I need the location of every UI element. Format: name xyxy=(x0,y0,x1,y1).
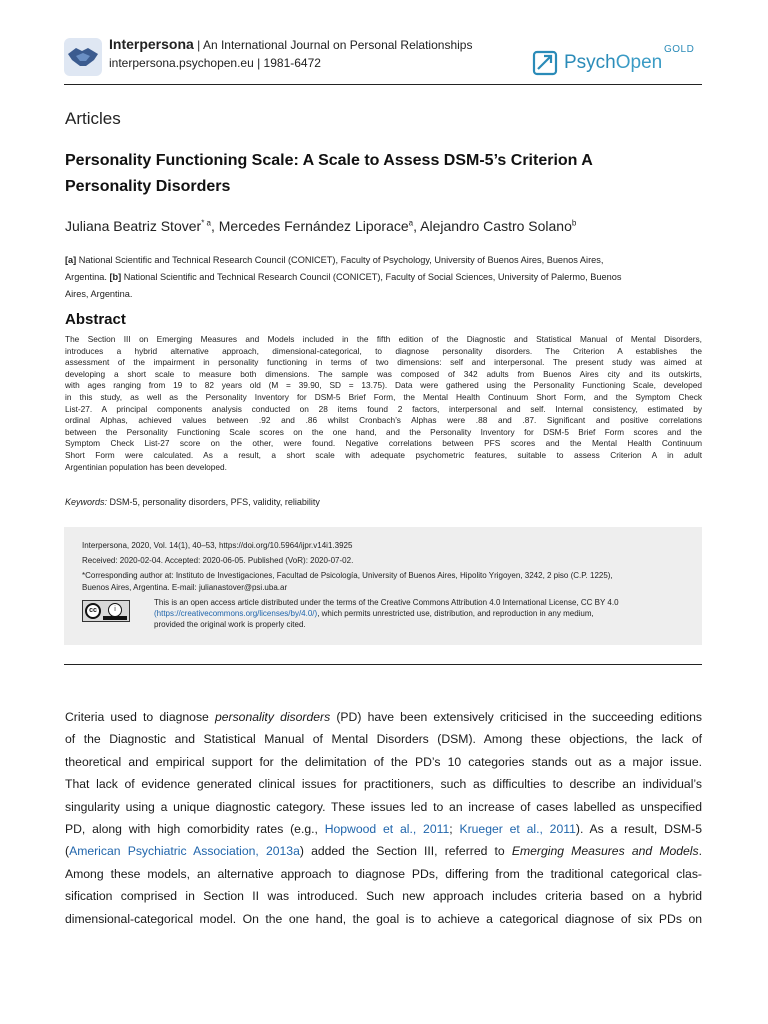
license-line-2: (https://creativecommons.org/licenses/by/4.0/), which permits unrestricted use, distribution, and reproduction in any medium, xyxy=(154,609,594,618)
corresponding-author-line-2[interactable]: Buenos Aires, Argentina. E-mail: julianastover@psi.uba.ar xyxy=(82,583,288,592)
corresponding-author-line-1: *Corresponding author at: Instituto de Investigaciones, Facultad de Psicología, University of Buenos Aires, Hipolito Yrigoyen, 3242, 2 piso (C.P. 1225), xyxy=(82,571,613,580)
article-body xyxy=(65,706,702,930)
abstract-body xyxy=(65,334,702,473)
body-line: of the Diagnostic and Statistical Manual of Mental Disorders (DSM). Among these objections, the lack of xyxy=(65,732,702,747)
abstract-line: introduces a hybrid alternative approach, dimensional-categorical, to diagnose personality disorders. The Criterion A establishes the xyxy=(65,345,702,356)
author-1: Juliana Beatriz Stover xyxy=(65,218,202,234)
body-line: PD, along with high comorbidity rates (e.g., Hopwood et al., 2011; Krueger et al., 2011). As a result, DSM-5 xyxy=(65,822,703,837)
citation-link[interactable]: Krueger et al., 2011 xyxy=(459,822,576,837)
journal-subtitle: An International Journal on Personal Relationships xyxy=(202,38,473,52)
gold-label: GOLD xyxy=(664,44,695,55)
body-line: Among these models, an alternative approach to diagnose PDs, differing from the traditional categorical clas- xyxy=(65,866,702,881)
attribution-icon: i xyxy=(108,603,122,617)
psychopen-icon xyxy=(532,50,558,76)
license-text xyxy=(154,597,684,630)
body-line: dimensional-categorical model. On the one hand, the goal is to achieve a categorical diagnose of six PDs on xyxy=(65,911,702,926)
affil-b-text: National Scientific and Technical Research Council (CONICET), Faculty of Social Sciences, University of Palermo, Buenos xyxy=(121,272,622,282)
abstract-line: with ages ranging from 19 to 82 years old (M = 39.90, SD = 13.75). Data were gathered using the Personality Functioning Scale, developed xyxy=(65,380,702,391)
affil-b-text-2: Aires, Argentina. xyxy=(65,289,133,299)
affil-a-text: National Scientific and Technical Research Council (CONICET), Faculty of Psychology, University of Buenos Aires, Buenos Aires, xyxy=(76,255,604,265)
author-1-affil: * a xyxy=(201,218,211,228)
article-info-box xyxy=(64,527,702,645)
abstract-line: Argentinian population has been developed. xyxy=(65,461,227,472)
psychopen-wordmark: PsychOpen xyxy=(564,52,663,73)
abstract-line: List-27. A principal components analysis conducted on 28 items found 2 factors, interpersonal and self. Internal consistency, estimated by xyxy=(65,403,702,414)
keywords-label: Keywords: xyxy=(65,497,108,507)
keywords-text: DSM-5, personality disorders, PFS, validity, reliability xyxy=(107,497,320,507)
dates-line: Received: 2020-02-04. Accepted: 2020-06-05. Published (VoR): 2020-07-02. xyxy=(82,556,354,565)
title-line-2: Personality Disorders xyxy=(65,178,231,195)
license-line-1: This is an open access article distributed under the terms of the Creative Commons Attribution 4.0 International License, CC BY 4.0 xyxy=(154,598,619,607)
by-strip xyxy=(103,616,127,620)
author-sep: , xyxy=(210,218,219,234)
keywords xyxy=(65,497,320,507)
section-label: Articles xyxy=(65,109,121,128)
abstract-line: assessment of the impairment in personality functioning in terms of two dimensions: self and interpersonal. The present study was aimed at xyxy=(65,357,702,368)
author-list xyxy=(65,218,576,234)
handshake-logo-icon xyxy=(64,38,102,76)
body-line: (American Psychiatric Association, 2013a) added the Section III, referred to Emerging Measures and Models. xyxy=(65,844,703,859)
abstract-line: Short Form were calculated. As a result, a short scale with adequate psychometric features, suitable to assess Criterion A in adult xyxy=(65,449,702,460)
header-divider xyxy=(64,84,702,85)
body-line: singularity using a unique diagnostic category. These issues led to an increase of cases labelled as unspecified xyxy=(65,799,702,814)
affiliations xyxy=(65,252,701,303)
cc-by-license-badge-icon[interactable] xyxy=(82,600,130,622)
body-line: Criteria used to diagnose personality disorders (PD) have been extensively criticised in the succeeding editions xyxy=(65,710,702,724)
abstract-line: ordinal Alphas, achieved values between .92 and .86 whilst Cronbach’s Alphas were .88 and .87. Significant and positive correlations xyxy=(65,415,702,426)
journal-header xyxy=(64,36,704,82)
journal-info xyxy=(109,36,472,70)
abstract-line: The Section III on Emerging Measures and Models included in the fifth edition of the Diagnostic and Statistical Manual of Mental Disorders, xyxy=(65,334,702,344)
author-2-affil: a xyxy=(408,218,414,228)
author-sep: , xyxy=(413,218,421,234)
abstract-line: developing a short scale to measure both dimensions. The sample was composed of 342 adults from Buenos Aires city and its outskirts, xyxy=(65,368,702,379)
body-line: That lack of evidence generated clinical issues for practitioners, such as difficulties to describe an individual’s xyxy=(65,777,702,792)
body-line: sification comprised in Section II was introduced. Such new approach includes criteria based on a hybrid xyxy=(65,889,702,904)
abstract-line: in this study, as well as the Personality Inventory for DSM-5 Brief Form, the Mental Health Continuum Short Form, and the Symptom Check xyxy=(65,391,702,402)
affil-a-tag: [a] xyxy=(65,255,77,265)
author-3-affil: b xyxy=(571,218,577,228)
journal-name: Interpersona xyxy=(109,36,194,52)
license-link[interactable]: (https://creativecommons.org/licenses/by/4.0/) xyxy=(154,609,318,618)
body-line: theoretical and empirical support for the delimitation of the PD’s 10 categories stands out as a major issue. xyxy=(65,754,702,769)
title-separator: | xyxy=(197,38,201,52)
journal-url-issn[interactable]: interpersona.psychopen.eu | 1981-6472 xyxy=(109,56,321,70)
license-line-3: provided the original work is properly cited. xyxy=(154,620,306,629)
abstract-line: Symptom Check List-27 score on the other, were found. Negative correlations between PFS scores and the Mental Health Continuum xyxy=(65,438,702,449)
article-title xyxy=(65,148,695,200)
affil-a-text-2: Argentina. xyxy=(65,272,110,282)
psychopen-gold-logo[interactable] xyxy=(532,44,702,76)
journal-title-line xyxy=(109,36,472,52)
title-line-1: Personality Functioning Scale: A Scale to Assess DSM-5’s Criterion A xyxy=(65,152,593,169)
abstract-heading: Abstract xyxy=(65,311,126,328)
author-2: Mercedes Fernández Liporace xyxy=(218,218,409,234)
affil-b-tag: [b] xyxy=(109,272,122,282)
citation-link[interactable]: Hopwood et al., 2011 xyxy=(324,822,450,837)
author-3: Alejandro Castro Solano xyxy=(420,218,572,234)
cc-icon: cc xyxy=(85,603,101,619)
citation-line[interactable]: Interpersona, 2020, Vol. 14(1), 40–53, https://doi.org/10.5964/ijpr.v14i1.3925 xyxy=(82,541,353,550)
abstract-line: between the Personality Functioning Scale scores on the one hand, and the Personality Inventory for DSM-5 Brief Form scores and the xyxy=(65,426,702,437)
citation-link[interactable]: American Psychiatric Association, 2013a xyxy=(69,844,300,859)
section-divider xyxy=(64,664,702,665)
